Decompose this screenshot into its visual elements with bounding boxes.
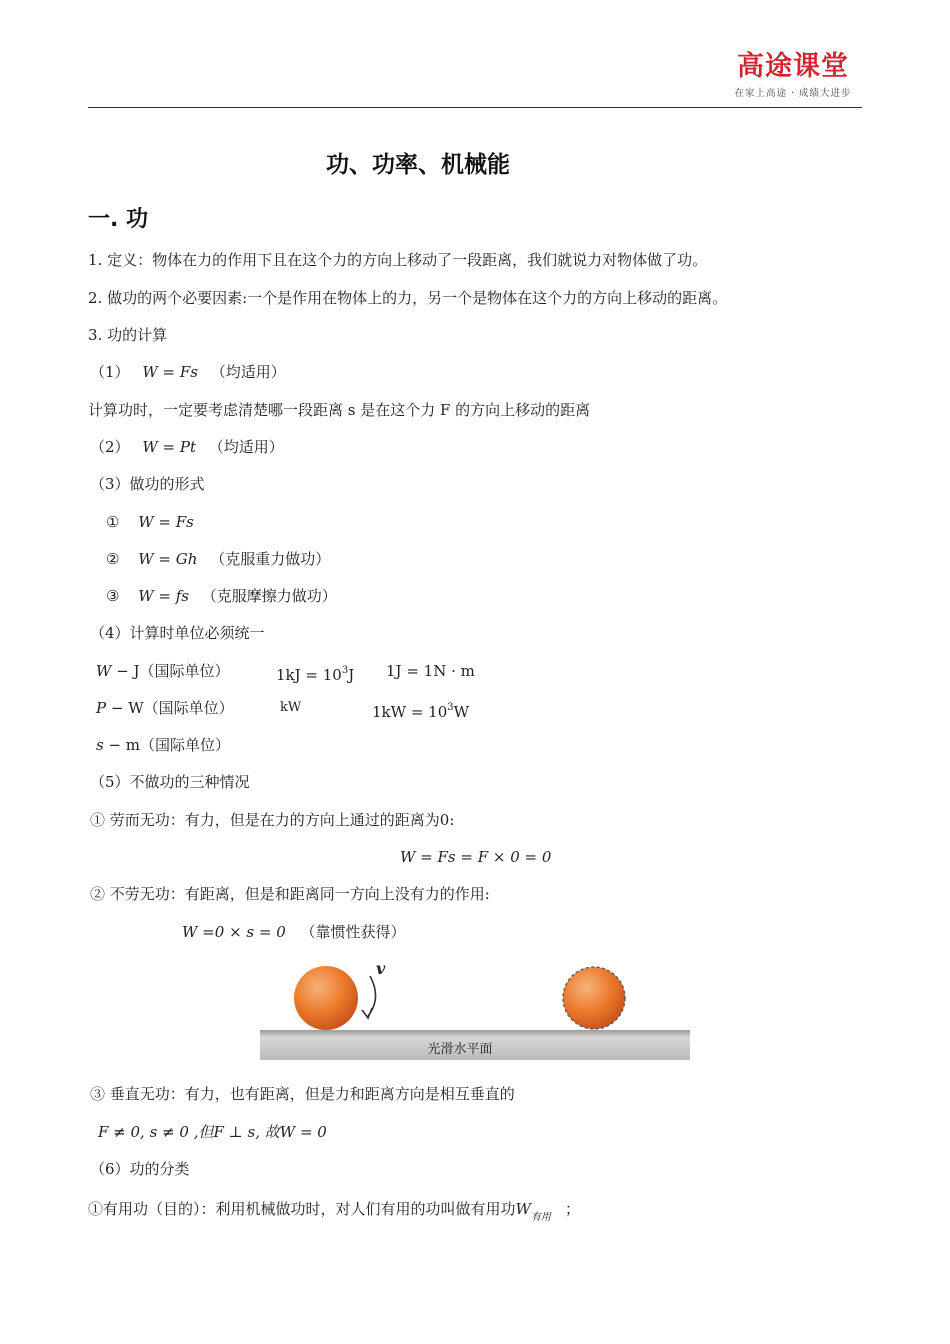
brand-logo [728,50,858,99]
form-line-3 [106,586,337,606]
moving-ball [294,966,358,1030]
formula: W =0 × s = 0 [182,923,286,941]
conv-text: 1kJ = 10 [276,666,342,684]
logo-text: 高途课堂 [737,51,849,82]
formula-note: （克服重力做功） [210,550,331,568]
useful-end: ； [564,1200,580,1218]
formula: W = Gh [138,550,198,568]
unit-symbol: s [96,736,104,754]
nowork-formula-3: F ≠ 0, s ≠ 0 ,但F ⊥ s, 故W = 0 [98,1123,327,1141]
unit-conv-kj [276,661,354,685]
page-title: 功、功率、机械能 [326,152,510,178]
unit-line-p [96,698,234,718]
unit-symbol: W [96,662,112,680]
unit-desc: − m（国际单位） [103,736,231,754]
formula-note: （克服摩擦力做功） [201,587,337,605]
factors-line: 2. 做功的两个必要因素:一个是作用在物体上的力，另一个是物体在这个力的方向上移动的距离。 [88,289,728,307]
form-line-2 [106,549,330,569]
useful-subscript: 有用 [530,1212,551,1223]
formula-line-2 [90,437,284,457]
section-heading: 一. 功 [88,207,149,232]
nowork-formula-1: W = Fs = F × 0 = 0 [400,848,552,866]
nowork-heading: （5）不做功的三种情况 [90,773,250,791]
useful-symbol: W [515,1200,531,1218]
classification-heading: （6）功的分类 [90,1160,190,1178]
formula-note: （均适用） [210,363,286,381]
item-index: ① [106,513,120,531]
formula: W = Fs [142,363,198,381]
item-index: ③ [106,587,120,605]
unit-heading: （4）计算时单位必须统一 [90,624,265,642]
conv-text: 1kW = 10 [372,703,448,721]
form-line-1 [106,512,194,532]
unit-conv-kw [372,698,469,722]
form-heading: （3）做功的形式 [90,475,205,493]
unit-line-s [96,735,230,755]
formula: W = fs [138,587,190,605]
conv-exponent: 3 [341,665,349,676]
nowork-formula-2-line [182,922,406,942]
ghost-ball [563,967,625,1029]
unit-conv-j: 1J = 1N · m [386,662,475,680]
unit-desc: − J（国际单位） [111,662,230,680]
conv-unit: W [453,703,470,721]
unit-desc: − W（国际单位） [106,699,234,717]
arrow-head [362,1008,372,1018]
calc-note: 计算功时，一定要考虑清楚哪一段距离 s 是在这个力 F 的方向上移动的距离 [88,401,591,419]
logo-slogan: 在家上高途 · 成绩大进步 [734,88,852,99]
header-divider [88,107,862,108]
formula: W = Pt [142,438,196,456]
useful-text: ①有用功（目的）：利用机械做功时，对人们有用的功叫做有用功 [88,1200,516,1218]
conv-unit: J [348,666,355,684]
useful-work-line [88,1199,580,1228]
definition-line: 1. 定义：物体在力的作用下且在这个力的方向上移动了一段距离，我们就说力对物体做了功。 [88,251,708,269]
formula-note: （均适用） [208,438,284,456]
formula-index: （2） [90,438,130,456]
ground-label: 光滑水平面 [427,1042,493,1057]
unit-kw: kW [280,700,302,715]
nowork-case-3: ③ 垂直无功：有力，也有距离，但是力和距离方向是相互垂直的 [90,1085,515,1103]
velocity-label: v [376,959,386,978]
formula: W = Fs [138,513,194,531]
inertia-figure [258,958,694,1070]
formula-note: （靠惯性获得） [300,923,406,941]
formula-index: （1） [90,363,130,381]
calc-heading: 3. 功的计算 [88,326,168,344]
nowork-case-1: ① 劳而无功：有力，但是在力的方向上通过的距离为0: [90,811,455,829]
conv-exponent: 3 [447,702,454,713]
unit-symbol: P [96,699,107,717]
nowork-case-2: ② 不劳无功：有距离，但是和距离同一方向上没有力的作用: [90,885,490,903]
unit-line-w [96,661,230,681]
item-index: ② [106,550,120,568]
formula-line-1 [90,362,286,382]
